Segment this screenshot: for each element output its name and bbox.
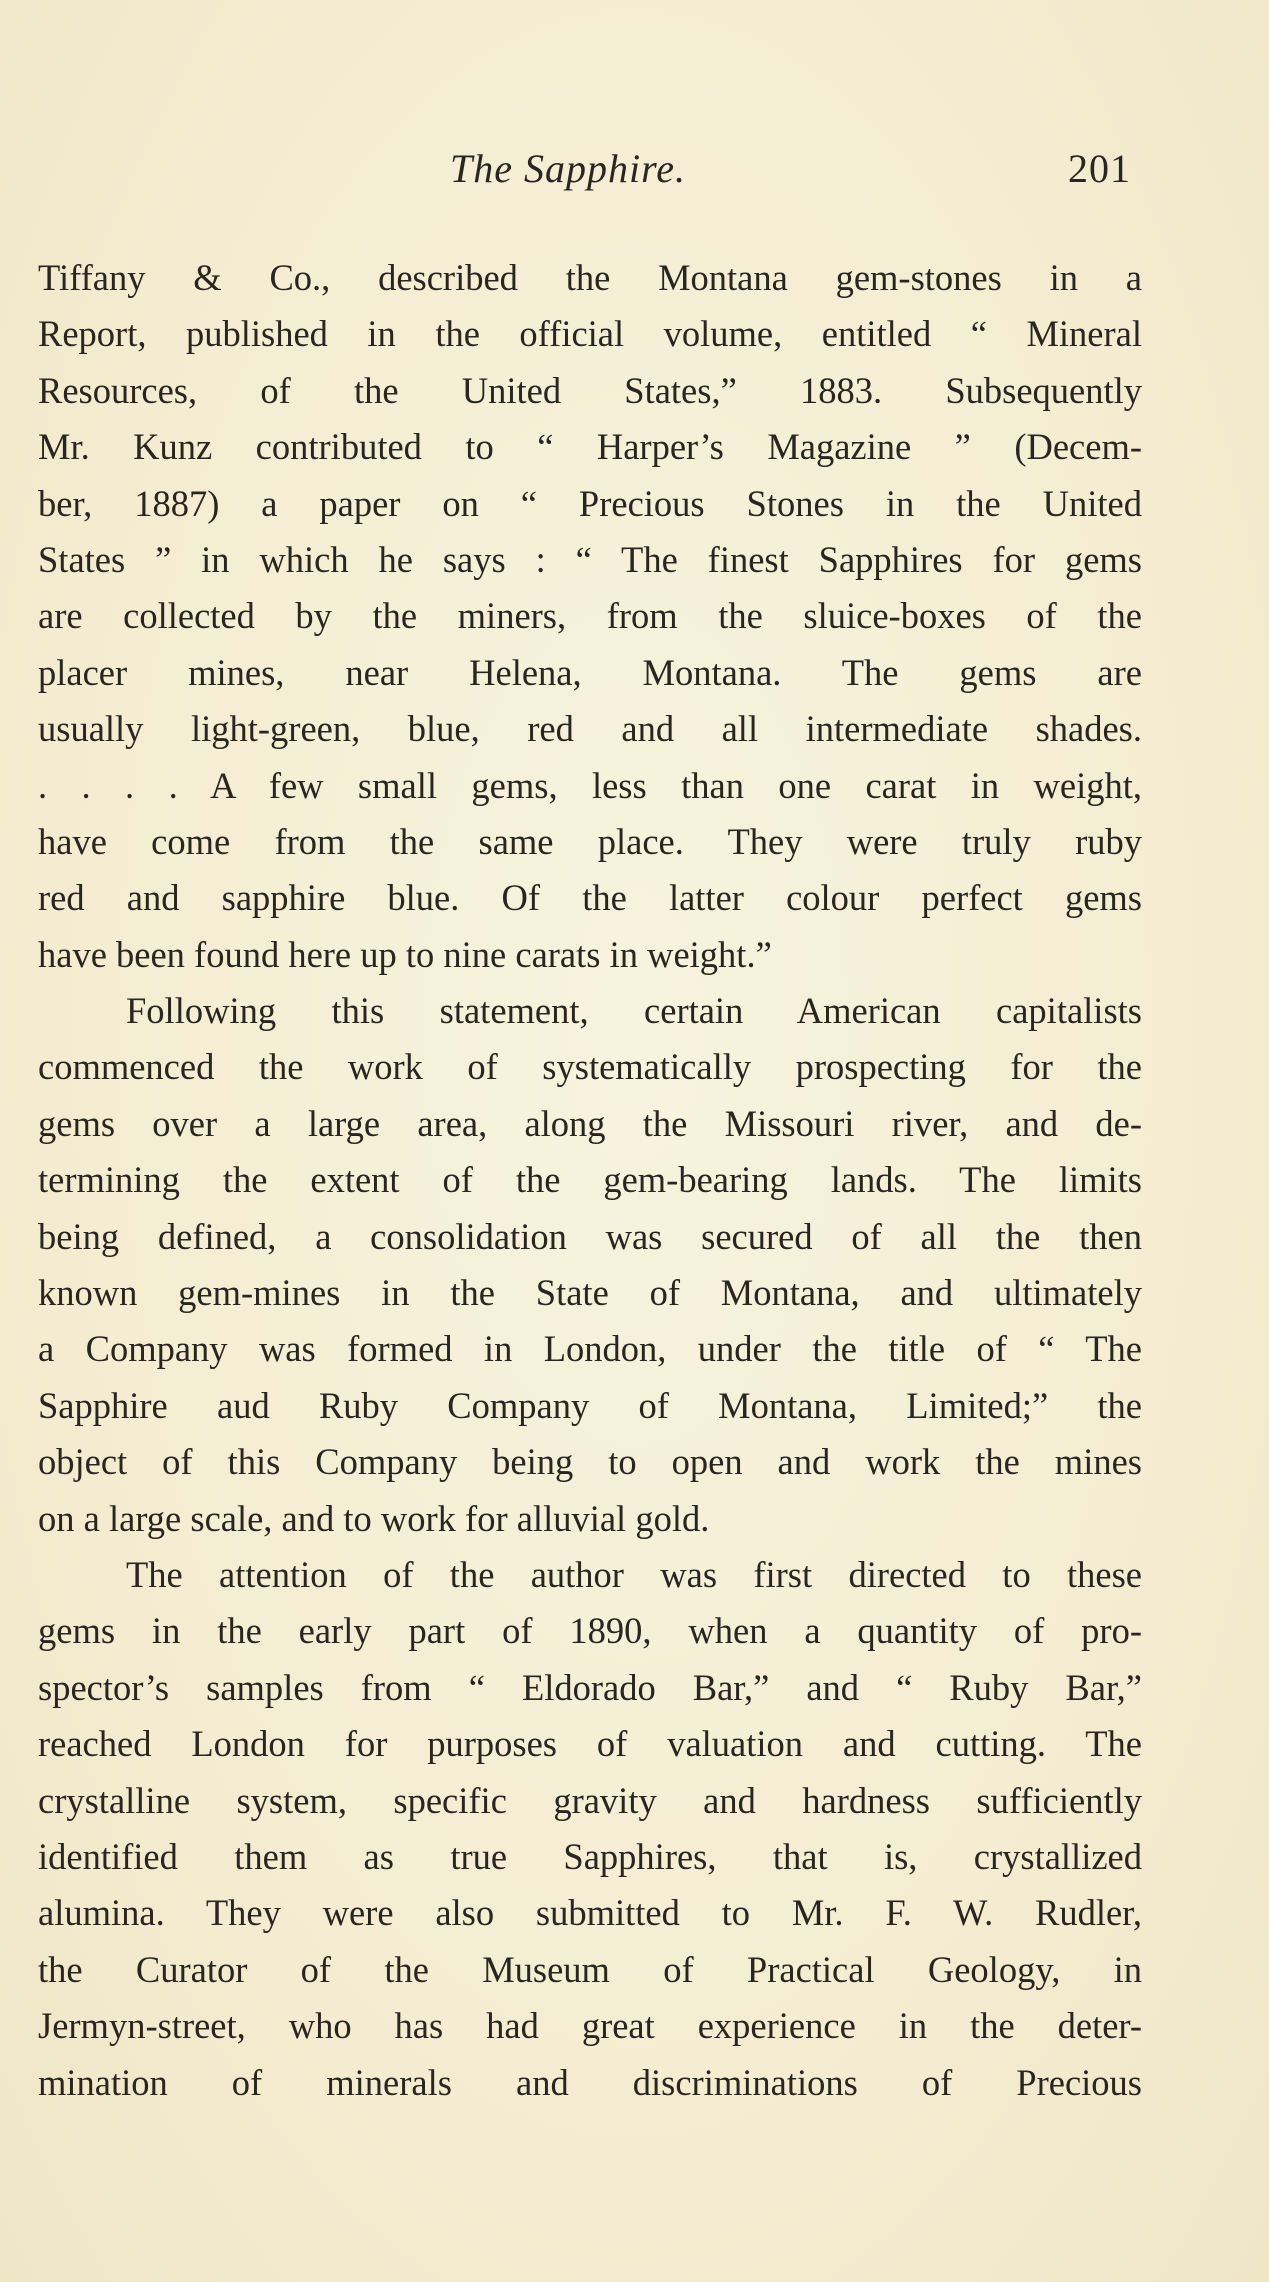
body-text	[38, 250, 1142, 2111]
text-line: are collected by the miners, from the sluice-boxes of the	[38, 595, 1142, 637]
text-line: on a large scale, and to work for alluvial gold.	[38, 1497, 710, 1539]
text-line: commenced the work of systematically prospecting for the	[38, 1046, 1142, 1088]
text-line: Jermyn-street, who has had great experience in the deter-	[38, 2005, 1142, 2047]
text-line: known gem-mines in the State of Montana, and ultimately	[38, 1272, 1142, 1314]
text-line: object of this Company being to open and work the mines	[38, 1441, 1142, 1483]
text-line: Sapphire aud Ruby Company of Montana, Limited;” the	[38, 1384, 1142, 1426]
text-line: termining the extent of the gem-bearing lands. The limits	[38, 1159, 1142, 1201]
text-line: being defined, a consolidation was secured of all the then	[38, 1215, 1142, 1257]
text-line: alumina. They were also submitted to Mr. F. W. Rudler,	[38, 1892, 1142, 1934]
text-line: have been found here up to nine carats in weight.”	[38, 933, 772, 975]
text-line: mination of minerals and discriminations of Precious	[38, 2061, 1142, 2103]
text-line: have come from the same place. They were truly ruby	[38, 820, 1142, 862]
text-line: Report, published in the official volume, entitled “ Mineral	[38, 313, 1142, 355]
page-number: 201	[1068, 146, 1131, 191]
text-line: red and sapphire blue. Of the latter colour perfect gems	[38, 877, 1142, 919]
running-title: The Sapphire.	[450, 146, 686, 191]
text-line: States ” in which he says : “ The finest Sapphires for gems	[38, 538, 1142, 580]
running-head	[0, 145, 1269, 205]
text-line: Tiffany & Co., described the Montana gem-stones in a	[38, 257, 1142, 298]
text-line: reached London for purposes of valuation and cutting. The	[38, 1723, 1142, 1765]
text-line: a Company was formed in London, under the title of “ The	[38, 1328, 1142, 1370]
text-line: Mr. Kunz contributed to “ Harper’s Magazine ” (Decem-	[38, 426, 1142, 468]
text-line: usually light-green, blue, red and all intermediate shades.	[38, 708, 1142, 750]
text-line: placer mines, near Helena, Montana. The gems are	[38, 651, 1142, 693]
text-line: crystalline system, specific gravity and hardness sufficiently	[38, 1779, 1142, 1821]
text-line: . . . . A few small gems, less than one carat in weight,	[38, 764, 1142, 806]
text-line: Resources, of the United States,” 1883. Subsequently	[38, 369, 1142, 411]
paragraph-first-line: The attention of the author was first directed to these	[126, 1553, 1142, 1595]
text-line: spector’s samples from “ Eldorado Bar,” and “ Ruby Bar,”	[38, 1666, 1142, 1708]
text-line: gems in the early part of 1890, when a quantity of pro-	[38, 1610, 1142, 1652]
paragraph-first-line: Following this statement, certain American capitalists	[126, 990, 1142, 1032]
text-line: identified them as true Sapphires, that is, crystallized	[38, 1835, 1142, 1877]
text-line: gems over a large area, along the Missouri river, and de-	[38, 1102, 1142, 1144]
text-line: ber, 1887) a paper on “ Precious Stones in the United	[38, 482, 1142, 524]
text-line: the Curator of the Museum of Practical Geology, in	[38, 1948, 1142, 1990]
